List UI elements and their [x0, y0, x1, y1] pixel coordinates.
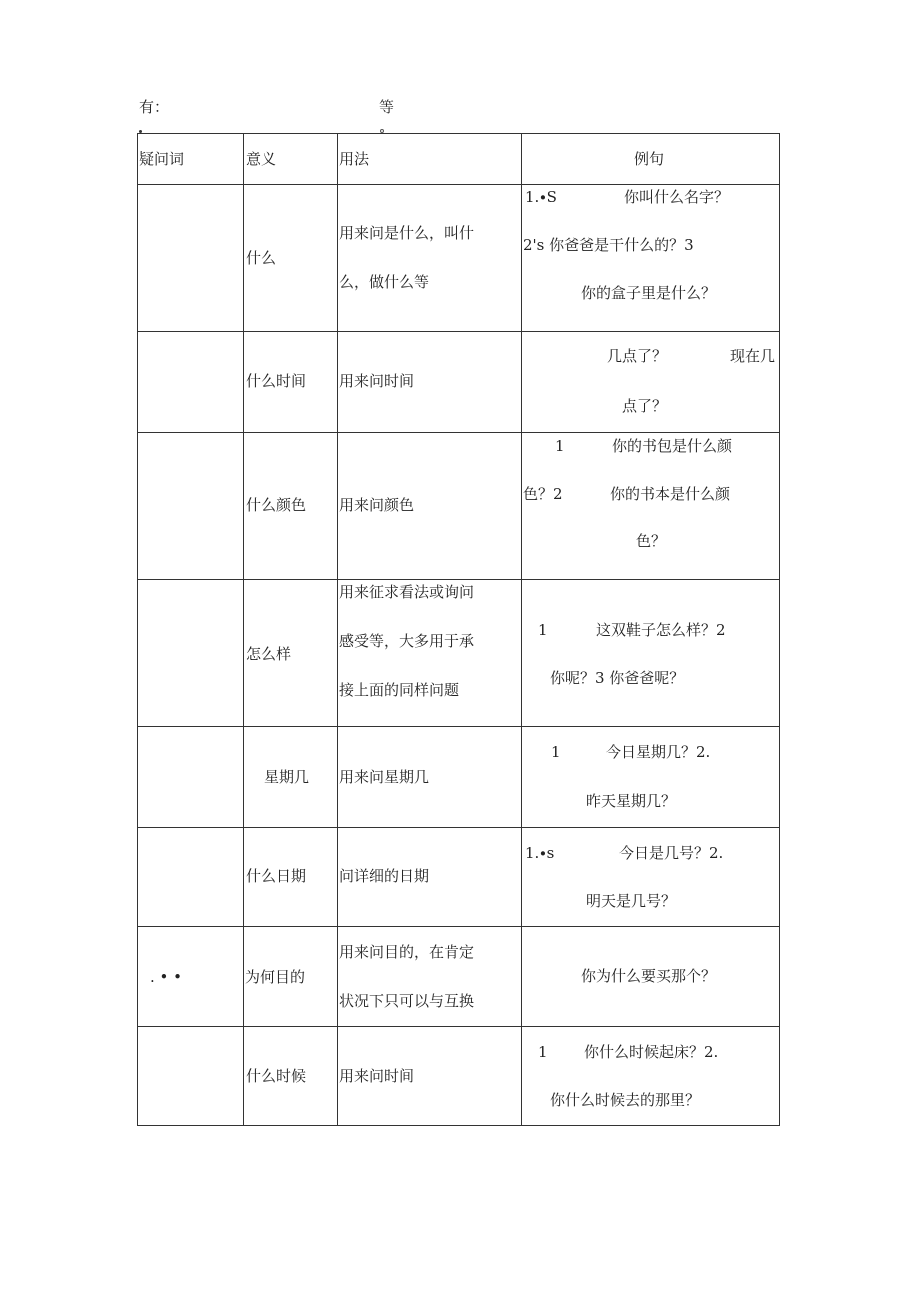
table-row — [138, 185, 780, 332]
header-usage: 用法 — [339, 150, 370, 168]
usage-line: 用来问目的，在肯定 — [339, 943, 475, 961]
example-line: 1 — [538, 621, 548, 639]
table-row — [138, 828, 780, 927]
table-row — [138, 580, 780, 727]
header-examples: 例句 — [634, 150, 665, 168]
header-meaning: 意义 — [246, 150, 277, 168]
row-meaning: 怎么样 — [246, 645, 292, 663]
example-line: 今日是几号？2. — [619, 844, 724, 862]
usage-line: 用来问时间 — [339, 372, 415, 390]
intro-lead: 有： — [139, 98, 170, 116]
row-meaning: 什么时候 — [246, 1067, 307, 1085]
example-line: 1.∙s — [525, 844, 555, 862]
usage-line: 么，做什么等 — [339, 273, 430, 291]
usage-line: 问详细的日期 — [339, 867, 430, 885]
usage-line: 接上面的同样问题 — [339, 681, 460, 699]
example-line: 你的盒子里是什么？ — [581, 284, 717, 302]
example-line: 你的书本是什么颜 — [610, 485, 731, 503]
example-line: 你的书包是什么颜 — [612, 437, 733, 455]
example-line: 1 — [538, 1043, 548, 1061]
question-word-table — [137, 133, 780, 1126]
example-line: 你呢？3 你爸爸呢？ — [550, 669, 685, 687]
example-line: 1.∙S — [525, 188, 557, 206]
usage-line: 用来问星期几 — [339, 768, 430, 786]
example-line: 色？2 — [523, 485, 563, 503]
row-meaning: 什么 — [246, 249, 277, 267]
table-row — [138, 433, 780, 580]
example-line: 你什么时候去的那里？ — [550, 1091, 701, 1109]
row-word: . • • — [150, 968, 182, 986]
table-row — [138, 727, 780, 828]
table-row — [138, 332, 780, 433]
row-meaning: 为何目的 — [245, 968, 306, 986]
table-header-row — [138, 134, 780, 185]
example-line: 这双鞋子怎么样？2 — [596, 621, 726, 639]
example-line: 昨天星期几？ — [586, 792, 677, 810]
usage-line: 感受等，大多用于承 — [339, 632, 475, 650]
example-line: 你什么时候起床？2. — [584, 1043, 719, 1061]
example-line: 色？ — [636, 532, 667, 550]
usage-line: 用来问颜色 — [339, 496, 415, 514]
example-line: 你为什么要买那个？ — [581, 967, 717, 985]
example-line: 2's 你爸爸是干什么的？3 — [523, 236, 694, 254]
usage-line: 状况下只可以与互换 — [339, 992, 475, 1010]
usage-line: 用来问时间 — [339, 1067, 415, 1085]
row-meaning: 什么时间 — [246, 372, 307, 390]
table-row — [138, 927, 780, 1027]
usage-line: 用来征求看法或询问 — [339, 583, 475, 601]
row-meaning: 星期几 — [264, 768, 310, 786]
example-line: 点了？ — [622, 397, 668, 415]
row-meaning: 什么颜色 — [246, 496, 307, 514]
example-line: 1 — [555, 437, 565, 455]
header-word: 疑问词 — [139, 150, 185, 168]
intro-tail: 等 — [379, 98, 395, 116]
example-line: 现在几 — [730, 347, 776, 365]
example-line: 1 — [551, 743, 561, 761]
example-line: 几点了？ — [607, 347, 668, 365]
table-row — [138, 1027, 780, 1126]
usage-line: 用来问是什么，叫什 — [339, 224, 475, 242]
example-line: 明天是几号？ — [586, 892, 677, 910]
example-line: 你叫什么名字？ — [624, 188, 730, 206]
example-line: 今日星期几？2. — [606, 743, 711, 761]
row-meaning: 什么日期 — [246, 867, 307, 885]
